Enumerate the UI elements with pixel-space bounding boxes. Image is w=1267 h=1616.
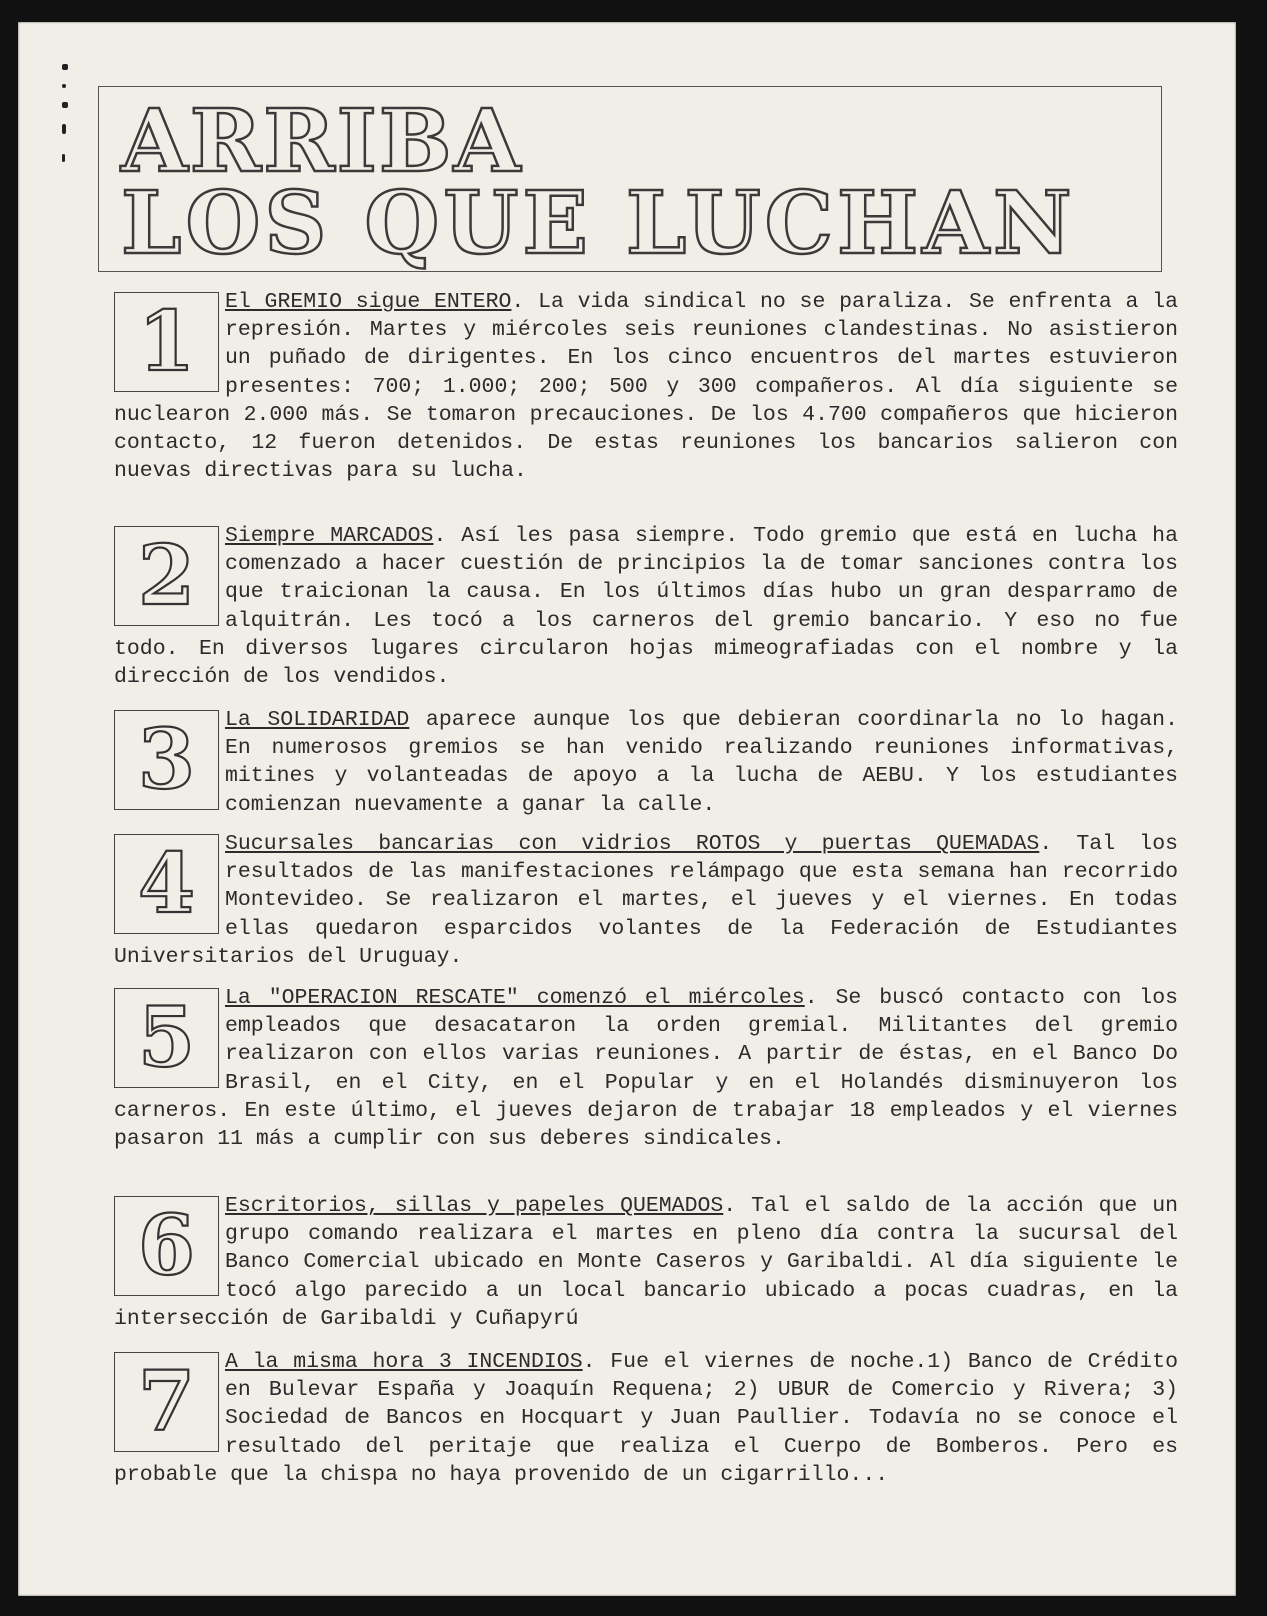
news-item-2: [114, 522, 1178, 691]
item-lead-2: Siempre MARCADOS: [225, 524, 434, 548]
item-lead-5: La "OPERACION RESCATE" comenzó el miércoles: [225, 986, 805, 1010]
item-number-1: 1: [114, 292, 219, 392]
item-lead-7: A la misma hora 3 INCENDIOS: [225, 1350, 583, 1374]
item-lead-4: Sucursales bancarias con vidrios ROTOS y puertas QUEMADAS: [225, 832, 1040, 856]
news-item-1: [114, 288, 1178, 485]
item-number-6: 6: [114, 1196, 219, 1296]
item-number-5: 5: [114, 988, 219, 1088]
headline-line-1: ARRIBA: [121, 91, 523, 192]
item-number-4: 4: [114, 834, 219, 934]
news-item-3: [114, 706, 1178, 819]
item-number-2: 2: [114, 526, 219, 626]
item-text-5: . Se buscó contacto con los empleados que desacataron la orden gremial. Militantes del gremio realizaron con ellos varias reuniones. A partir de éstas, en el Banco Do Brasil, en el City, en el Popular y en el Holandés disminuyeron los carneros. En este último, el jueves dejaron de trabajar 18 empleados y el viernes pasaron 11 más a cumplir con sus deberes sindicales.: [114, 986, 1178, 1152]
item-lead-3: La SOLIDARIDAD: [225, 708, 410, 732]
item-text-6: . Tal el saldo de la acción que un grupo comando realizara el martes en pleno día contra la sucursal del Banco Comercial ubicado en Monte Caseros y Garibaldi. Al día siguiente le tocó algo parecido a un local bancario ubicado a pocas cuadras, en la intersección de Garibaldi y Cuñapyrú: [114, 1194, 1178, 1331]
news-item-6: [114, 1192, 1178, 1333]
item-text-1: . La vida sindical no se paraliza. Se enfrenta a la represión. Martes y miércoles seis reuniones clandestinas. No asistieron un puñado de dirigentes. En los cinco encuentros del martes estuvieron presentes: 700; 1.000; 200; 500 y 300 compañeros. Al día siguiente se nuclearon 2.000 más. Se tomaron precauciones. De los 4.700 compañeros que hicieron contacto, 12 fueron detenidos. De estas reuniones los bancarios salieron con nuevas directivas para su lucha.: [114, 290, 1178, 484]
item-lead-6: Escritorios, sillas y papeles QUEMADOS: [225, 1194, 724, 1218]
news-item-7: [114, 1348, 1178, 1489]
item-text-3: aparece aunque los que debieran coordinarla no lo hagan. En numerosos gremios se han venido realizando reuniones informativas, mitines y volanteadas de apoyo a la lucha de AEBU. Y los estudiantes comienzan nuevamente a ganar la calle.: [225, 708, 1178, 817]
item-text-7: . Fue el viernes de noche.1) Banco de Crédito en Bulevar España y Joaquín Requena; 2) UBUR de Comercio y Rivera; 3) Sociedad de Bancos en Hocquart y Juan Paullier. Todavía no se conoce el resultado del peritaje que realiza el Cuerpo de Bomberos. Pero es probable que la chispa no haya provenido de un cigarrillo...: [114, 1350, 1178, 1487]
news-item-4: [114, 830, 1178, 971]
document-page: [18, 22, 1236, 1596]
item-number-3: 3: [114, 710, 219, 810]
news-item-5: [114, 984, 1178, 1153]
item-number-7: 7: [114, 1352, 219, 1452]
item-text-4: . Tal los resultados de las manifestaciones relámpago que esta semana han recorrido Montevideo. Se realizaron el martes, el jueves y el viernes. En todas ellas quedaron esparcidos volantes de la Federación de Estudiantes Universitarios del Uruguay.: [114, 832, 1178, 969]
headline-line-2: LOS QUE LUCHAN: [121, 173, 1076, 274]
headline-box: [98, 86, 1162, 272]
item-lead-1: El GREMIO sigue ENTERO: [225, 290, 512, 314]
staple-marks: [62, 64, 76, 164]
item-text-2: . Así les pasa siempre. Todo gremio que está en lucha ha comenzado a hacer cuestión de principios la de tomar sanciones contra los que traicionan la causa. En los últimos días hubo un gran desparramo de alquitrán. Les tocó a los carneros del gremio bancario. Y eso no fue todo. En diversos lugares circularon hojas mimeografiadas con el nombre y la dirección de los vendidos.: [114, 524, 1178, 690]
